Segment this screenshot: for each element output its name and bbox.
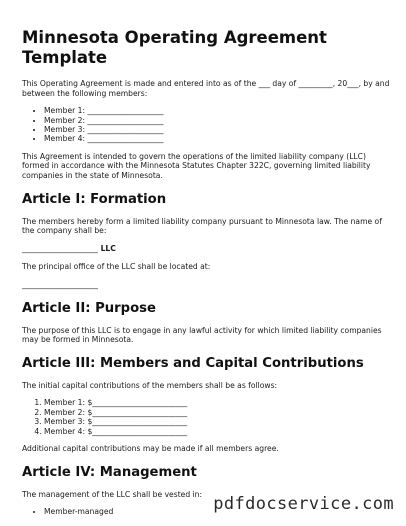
office-text: The principal office of the LLC shall be located at: xyxy=(22,262,211,272)
management-option: • Member-managed xyxy=(44,507,392,516)
member-item: • Member 1: ____________________ xyxy=(44,106,392,115)
company-name-field xyxy=(22,244,392,254)
document-title xyxy=(22,28,392,68)
contributions-list xyxy=(44,398,392,436)
document-title-line2: Template xyxy=(22,48,108,67)
members-list xyxy=(44,106,392,144)
article-2-text: The purpose of this LLC is to engage in any lawful activity for which limited liability companies may be formed in Minnesota. xyxy=(22,325,382,345)
member-item: • Member 3: ____________________ xyxy=(44,125,392,134)
article-3-text: The initial capital contributions of the members shall be as follows: xyxy=(22,380,278,390)
govern-paragraph: This Agreement is intended to govern the operations of the limited liability company (LLC) formed in accordance with the Minnesota Statutes Chapter 322C, governing limited liability companies in the state of Minnesota. xyxy=(22,151,371,180)
article-1-text: The members hereby form a limited liability company pursuant to Minnesota law. The name of the company shall be: xyxy=(22,216,382,236)
contribution-item: 4. Member 4: $_________________________ xyxy=(44,427,392,436)
company-name-blank: ____________________ xyxy=(22,243,98,253)
article-2-heading: Article II: Purpose xyxy=(22,300,156,316)
document-page xyxy=(22,28,392,525)
member-item: • Member 4: ____________________ xyxy=(44,134,392,143)
article-4-text: The management of the LLC shall be vested in: xyxy=(22,489,203,499)
watermark: pdfdocservice.com xyxy=(213,494,394,514)
article-3-heading: Article III: Members and Capital Contributions xyxy=(22,355,364,371)
contribution-item: 1. Member 1: $_________________________ xyxy=(44,398,392,407)
additional-contributions-text: Additional capital contributions may be made if all members agree. xyxy=(22,443,279,453)
article-1-heading: Article I: Formation xyxy=(22,191,167,207)
llc-suffix: LLC xyxy=(97,243,116,253)
member-item: • Member 2: ____________________ xyxy=(44,116,392,125)
intro-paragraph: This Operating Agreement is made and entered into as of the ___ day of _________, 20___, by and between the following members: xyxy=(22,79,390,98)
document-title-line1: Minnesota Operating Agreement xyxy=(22,28,327,47)
office-address-blank: ____________________ xyxy=(22,279,98,289)
article-4-heading: Article IV: Management xyxy=(22,464,197,480)
contribution-item: 3. Member 3: $_________________________ xyxy=(44,417,392,426)
contribution-item: 2. Member 2: $_________________________ xyxy=(44,408,392,417)
